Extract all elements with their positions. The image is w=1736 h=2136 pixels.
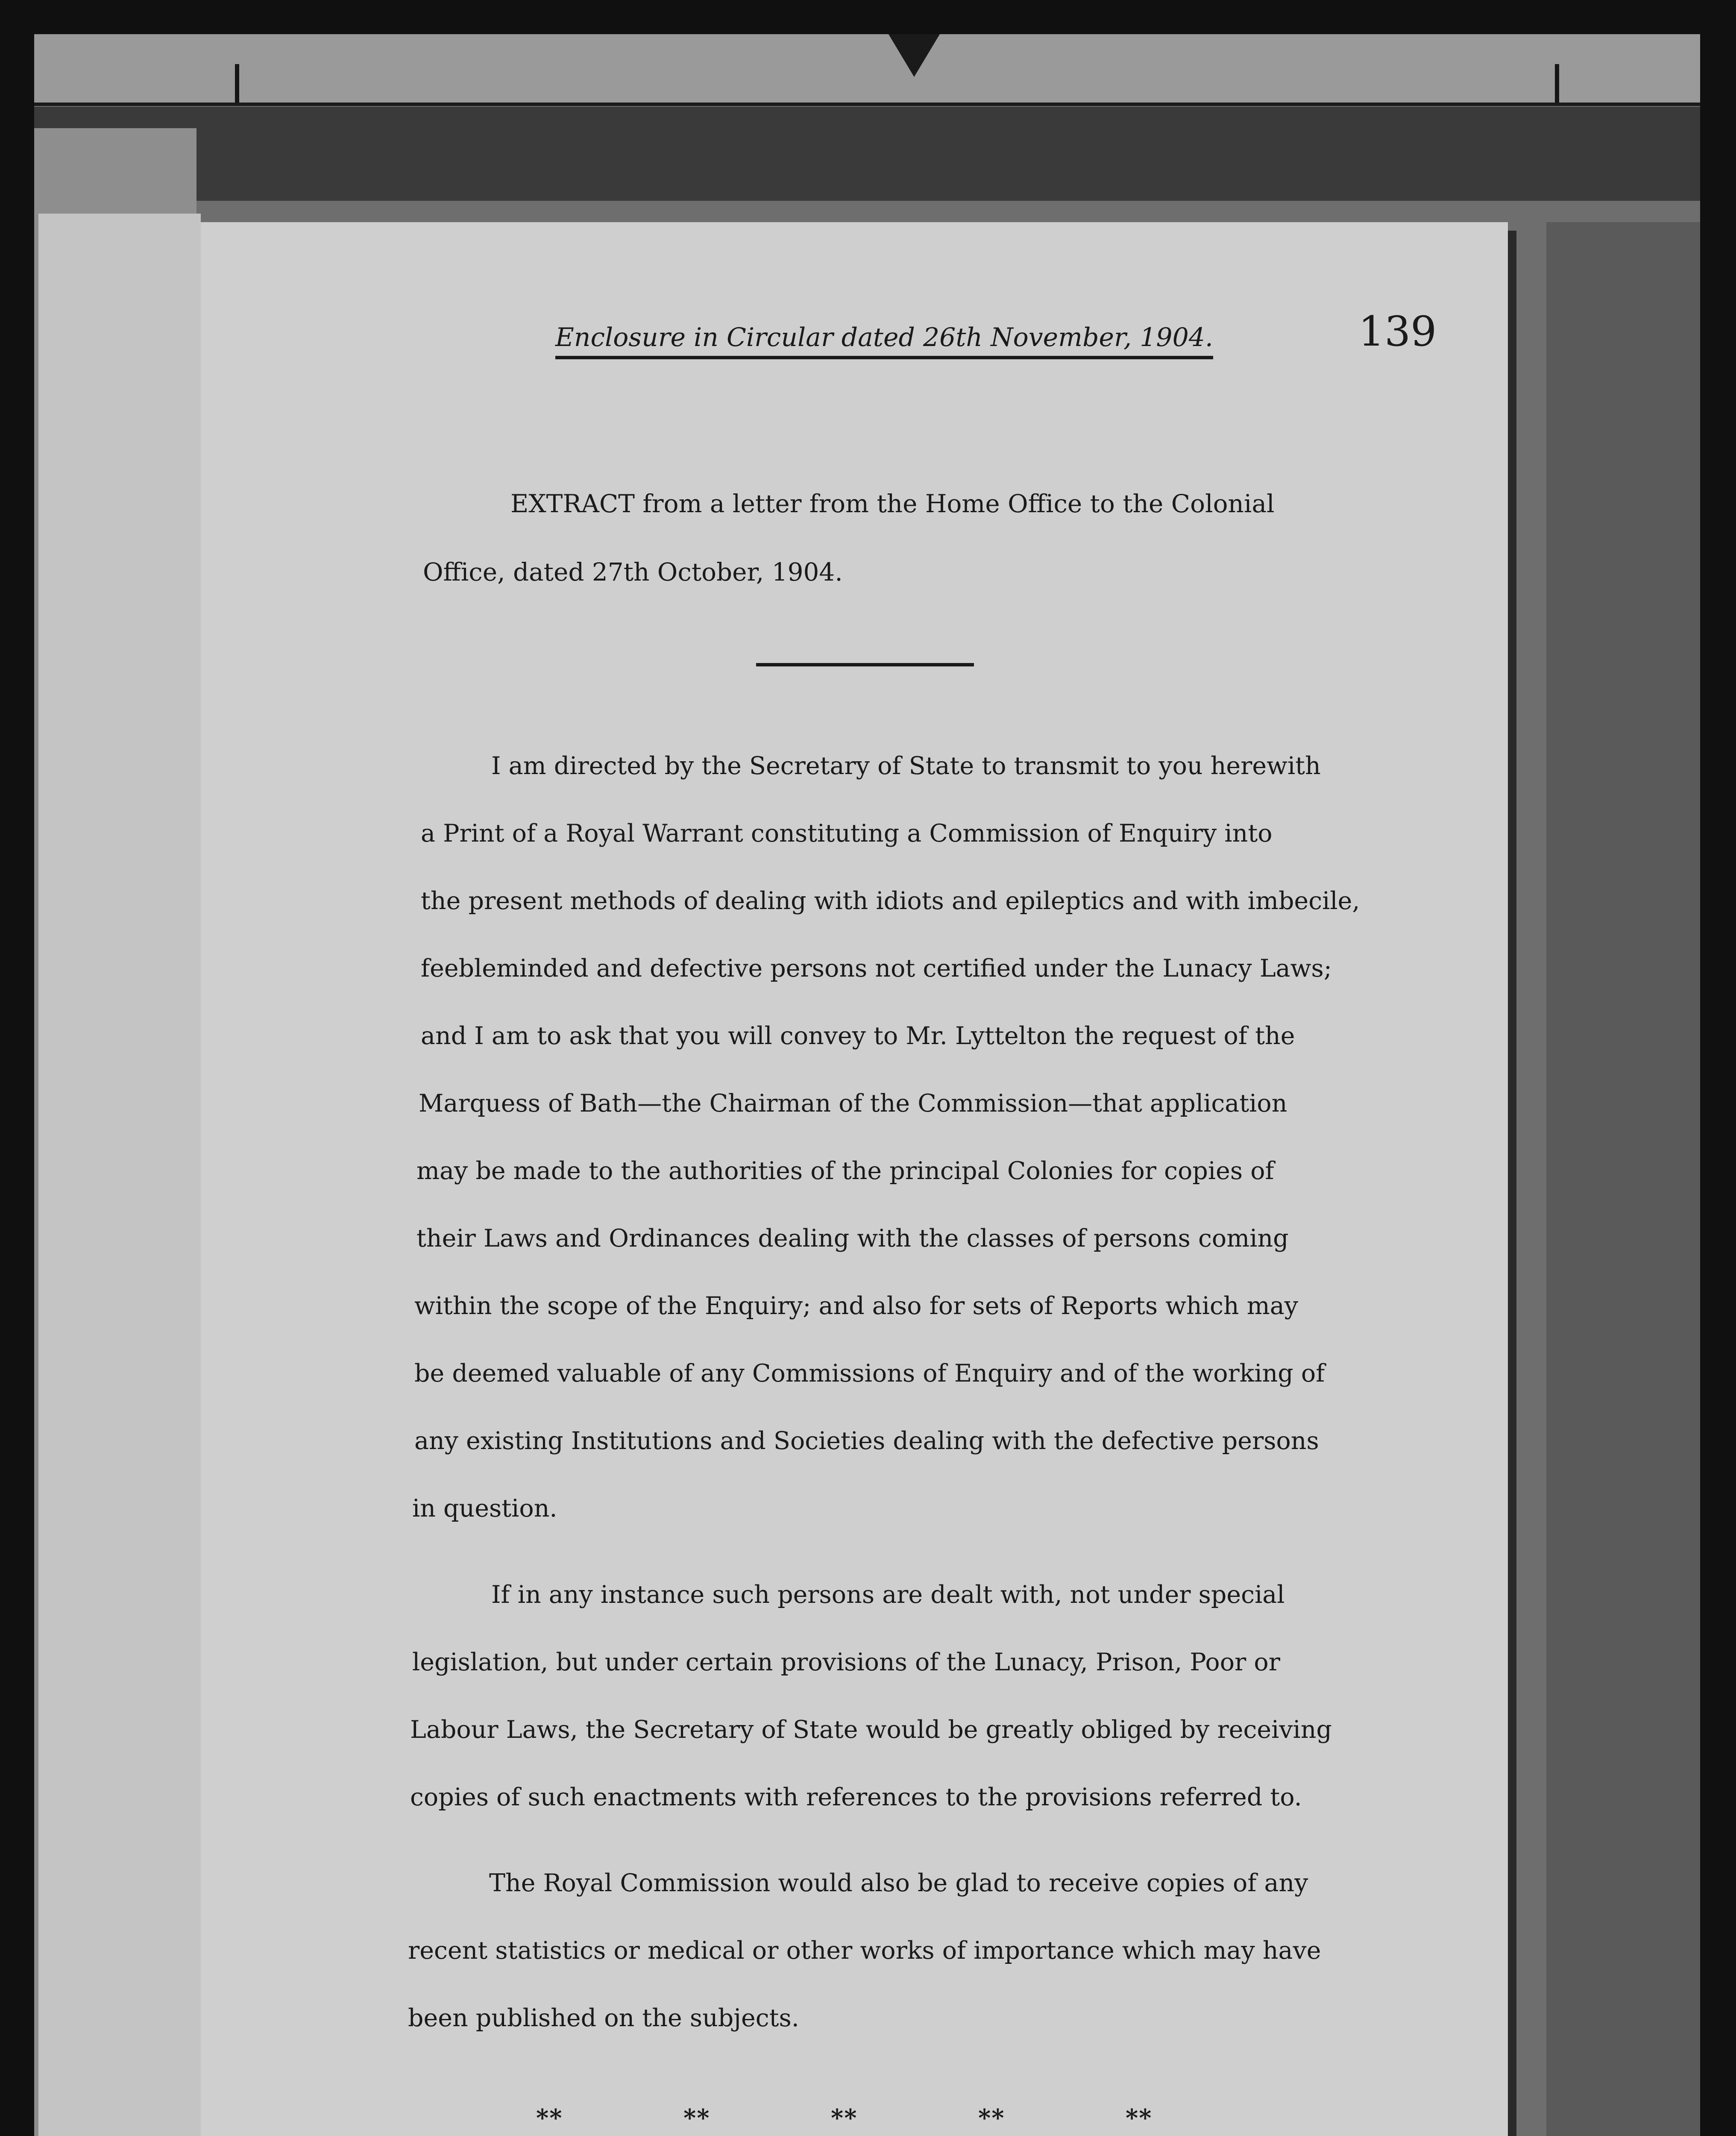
paragraph-2-line: copies of such enactments with references to the provisions referred to.: [410, 1783, 1302, 1811]
paragraph-3-line: been published on the subjects.: [408, 2004, 799, 2032]
folded-sheet-under: [38, 214, 201, 2136]
paragraph-3-line: The Royal Commission would also be glad to receive copies of any: [489, 1869, 1308, 1897]
paragraph-1-line: within the scope of the Enquiry; and also for sets of Reports which may: [414, 1292, 1298, 1320]
section-divider: [756, 663, 974, 666]
registration-tick-left: [235, 64, 239, 103]
paragraph-1-line: be deemed valuable of any Commissions of Enquiry and of the working of: [414, 1359, 1325, 1388]
paragraph-1-line: in question.: [412, 1494, 557, 1523]
paragraph-3-line: recent statistics or medical or other works of importance which may have: [408, 1936, 1321, 1965]
mount-shadow-band: [34, 107, 1700, 201]
registration-notch: [889, 34, 940, 77]
mount-right-edge: [1546, 222, 1700, 2136]
paragraph-1-line: feebleminded and defective persons not certified under the Lunacy Laws;: [421, 954, 1332, 983]
paragraph-1-line: I am directed by the Secretary of State to transmit to you herewith: [491, 752, 1321, 780]
paragraph-2-line: Labour Laws, the Secretary of State would be greatly obliged by receiving: [410, 1716, 1332, 1744]
paragraph-1-line: may be made to the authorities of the principal Colonies for copies of: [416, 1157, 1274, 1185]
separator-stars: **: [536, 2104, 563, 2132]
separator-stars: **: [978, 2104, 1005, 2132]
paragraph-1-line: the present methods of dealing with idiots and epileptics and with imbecile,: [421, 887, 1360, 915]
extract-line: Office, dated 27th October, 1904.: [423, 557, 843, 587]
paragraph-1-line: any existing Institutions and Societies dealing with the defective persons: [414, 1427, 1319, 1455]
registration-tick-right: [1555, 64, 1559, 103]
extract-line: EXTRACT from a letter from the Home Office to the Colonial: [510, 489, 1275, 518]
separator-stars: **: [1126, 2104, 1152, 2132]
separator-stars: **: [831, 2104, 858, 2132]
paragraph-1-line: their Laws and Ordinances dealing with the classes of persons coming: [416, 1224, 1289, 1253]
page-number: 139: [1358, 308, 1437, 355]
paragraph-2-line: If in any instance such persons are dealt with, not under special: [491, 1581, 1285, 1609]
paragraph-1-line: a Print of a Royal Warrant constituting a Commission of Enquiry into: [421, 819, 1273, 848]
paragraph-2-line: legislation, but under certain provisions of the Lunacy, Prison, Poor or: [412, 1648, 1280, 1676]
paragraph-1-line: and I am to ask that you will convey to Mr. Lyttelton the request of the: [421, 1022, 1295, 1050]
mount-top-strip: [34, 34, 1700, 106]
enclosure-header: Enclosure in Circular dated 26th November, 1904.: [555, 323, 1213, 359]
separator-stars: **: [683, 2104, 710, 2132]
paragraph-1-line: Marquess of Bath—the Chairman of the Commission—that application: [419, 1089, 1287, 1118]
